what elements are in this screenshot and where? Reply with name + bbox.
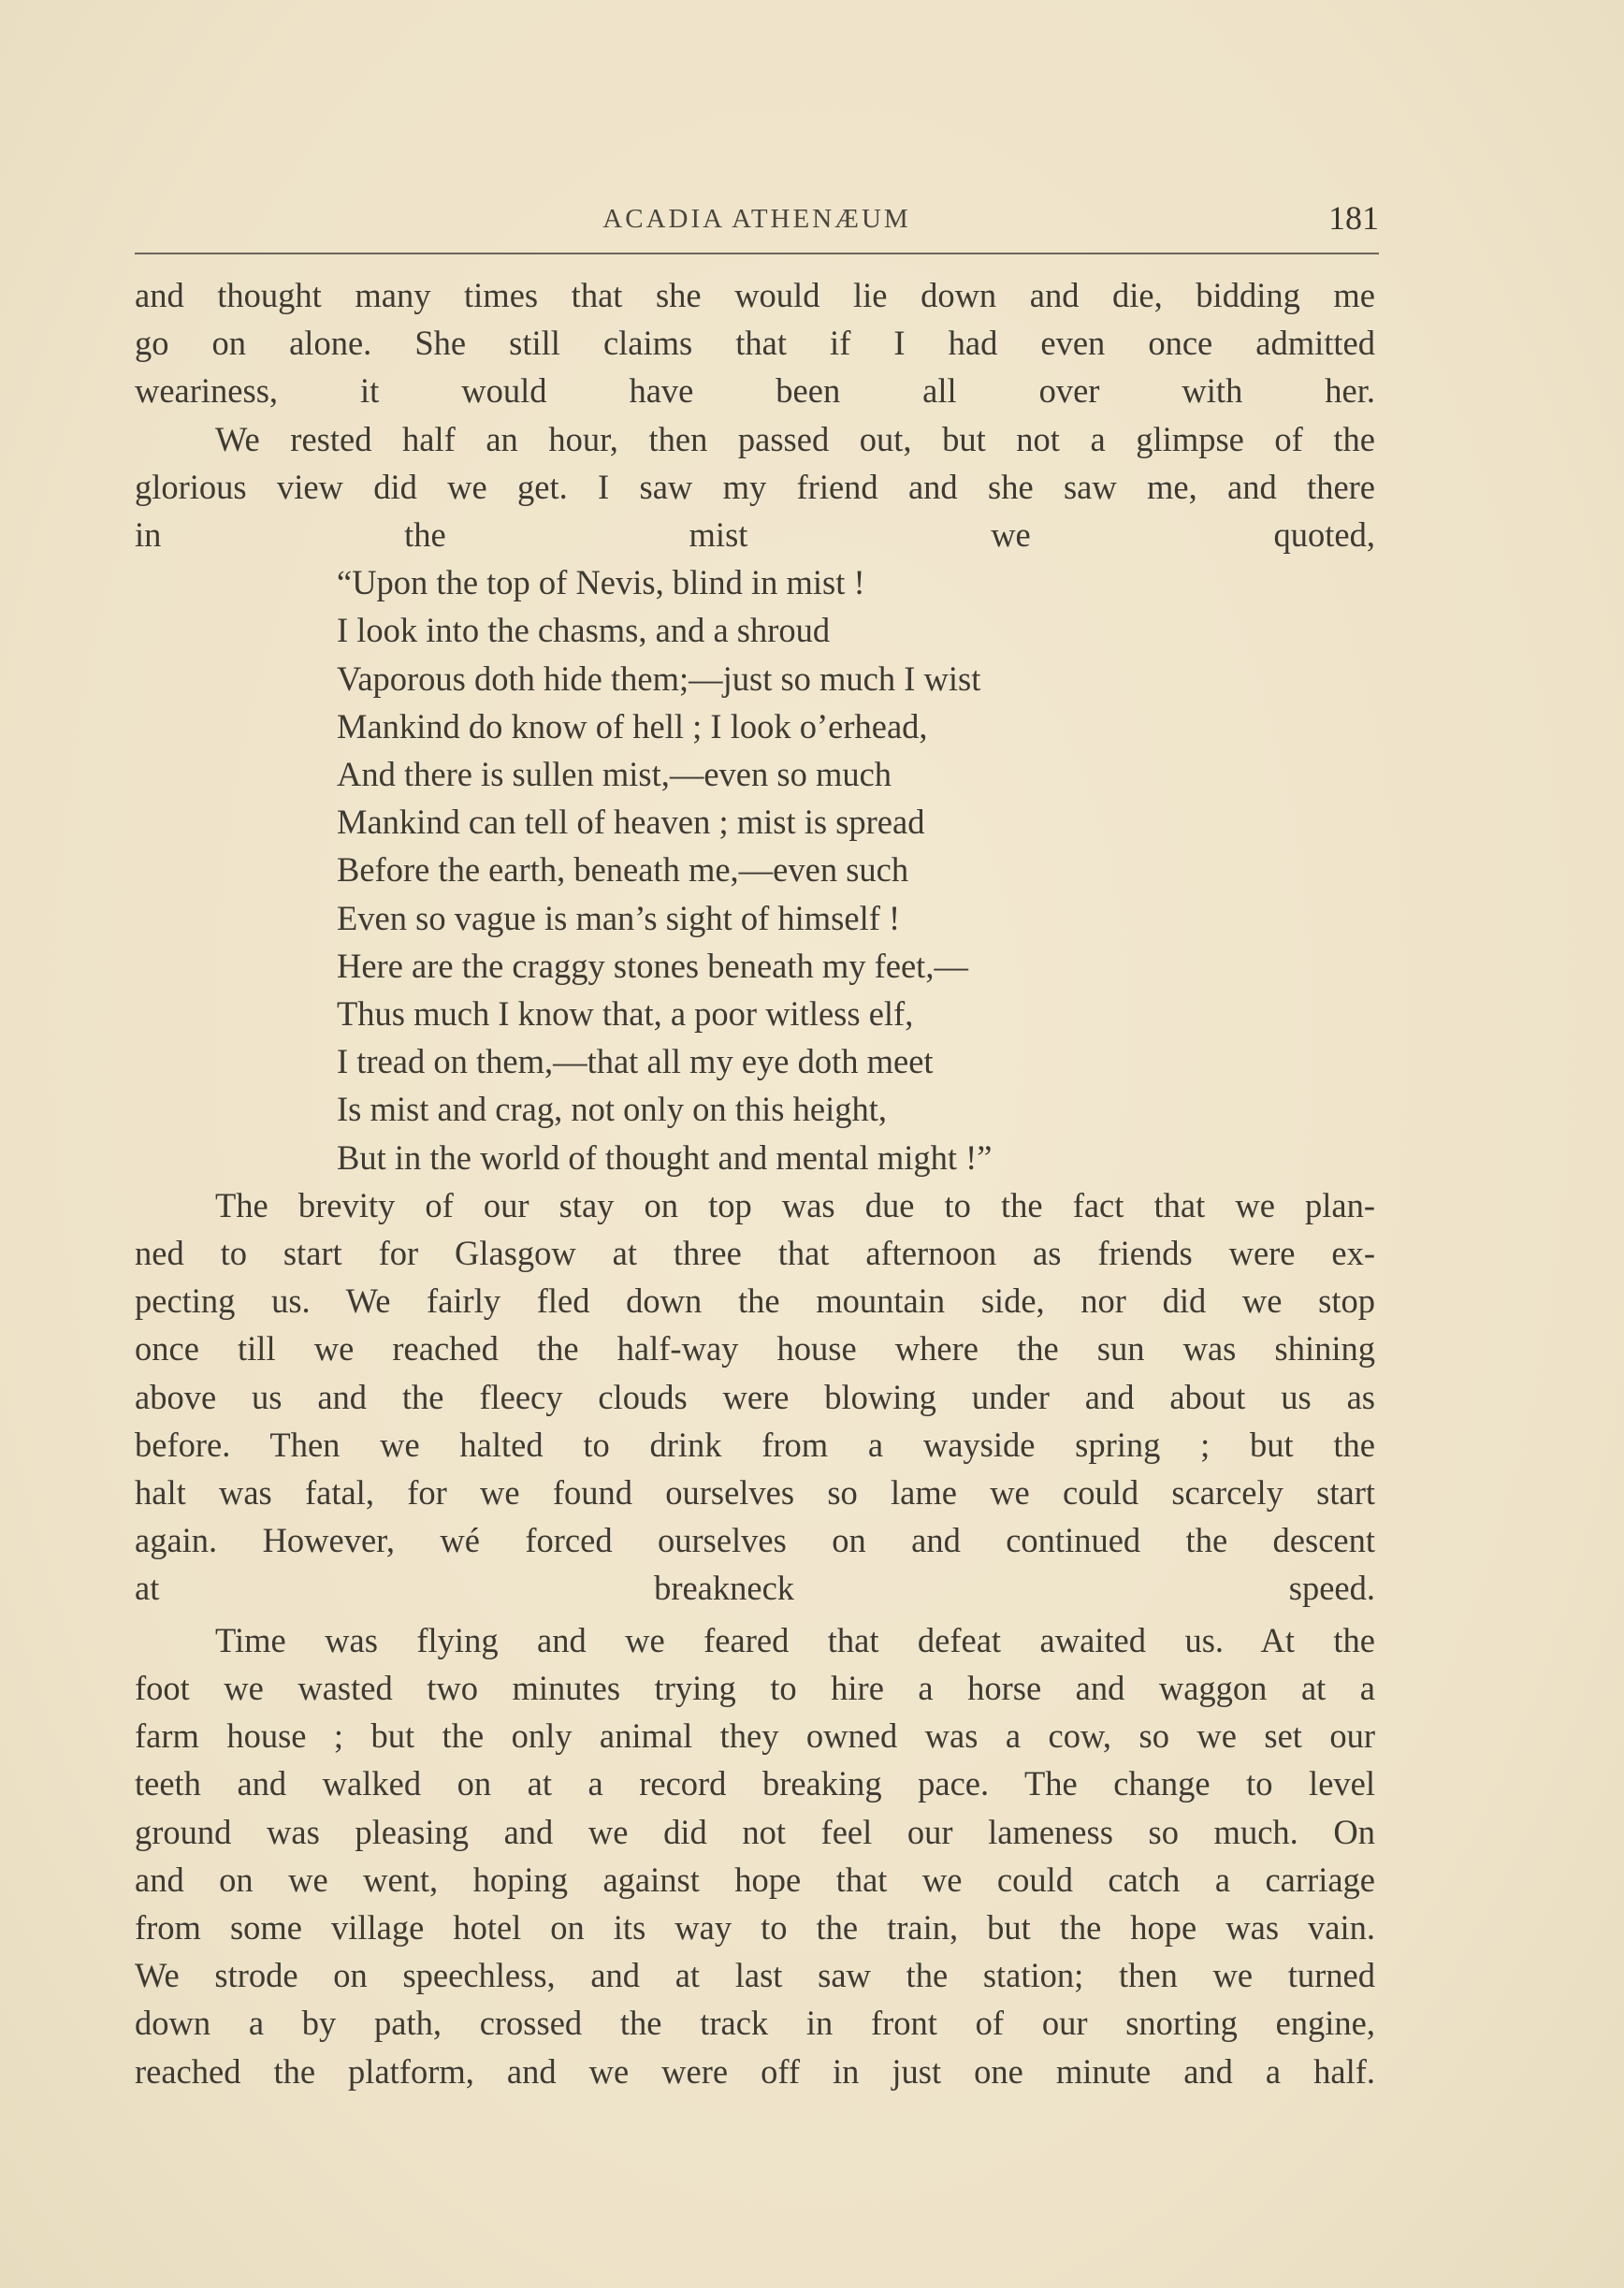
text-line: go on alone. She still claims that if I had even once admitted xyxy=(135,324,1375,363)
text-line: farm house ; but the only animal they owned was a cow, so we set our xyxy=(135,1716,1375,1756)
paragraph-1 xyxy=(135,271,1375,415)
text-line: Time was flying and we feared that defeat awaited us. At the xyxy=(215,1620,1375,1659)
text-line: The brevity of our stay on top was due to the fact that we plan- xyxy=(215,1185,1375,1224)
text-line: We rested half an hour, then passed out, but not a glimpse of the xyxy=(215,419,1375,458)
poem-line: Before the earth, beneath me,—even such xyxy=(337,850,909,890)
poem-line: Here are the craggy stones beneath my feet,— xyxy=(337,946,968,985)
text-line: foot we wasted two minutes trying to hire a horse and waggon at a xyxy=(135,1668,1375,1707)
text-line: above us and the fleecy clouds were blowing under and about us as xyxy=(135,1377,1375,1416)
page-number: 181 xyxy=(1328,199,1379,237)
poem-line: “Upon the top of Nevis, blind in mist ! xyxy=(337,563,865,602)
text-line: halt was fatal, for we found ourselves so lame we could scarcely start xyxy=(135,1473,1375,1513)
poem-line: Mankind can tell of heaven ; mist is spread xyxy=(337,803,925,842)
poem-line: Vaporous doth hide them;—just so much I wist xyxy=(337,659,981,698)
text-line: and on we went, hoping against hope that we could catch a carriage xyxy=(135,1860,1375,1899)
text-line: glorious view did we get. I saw my friend and she saw me, and there xyxy=(135,467,1375,506)
running-title: ACADIA ATHENÆUM xyxy=(602,204,911,234)
poem-line: I tread on them,—that all my eye doth meet xyxy=(337,1042,934,1081)
header-rule xyxy=(135,253,1379,254)
text-line: again. However, wé forced ourselves on and continued the descent xyxy=(135,1521,1375,1560)
poem-line: I look into the chasms, and a shroud xyxy=(337,611,831,650)
body-text xyxy=(135,271,1375,2095)
poem-line: But in the world of thought and mental might !” xyxy=(337,1137,993,1177)
poem-line: Even so vague is man’s sight of himself ! xyxy=(337,898,901,937)
page-header xyxy=(135,199,1379,241)
text-line: and thought many times that she would lie down and die, bidding me xyxy=(135,276,1375,314)
poem-line: Is mist and crag, not only on this height, xyxy=(337,1090,887,1129)
text-line: before. Then we halted to drink from a wayside spring ; but the xyxy=(135,1425,1375,1464)
text-line: reached the platform, and we were off in just one minute and a half. xyxy=(135,2051,1375,2091)
poem-line: And there is sullen mist,—even so much xyxy=(337,755,892,794)
text-line: ground was pleasing and we did not feel our lameness so much. On xyxy=(135,1812,1375,1851)
text-line: weariness, it would have been all over with her. xyxy=(135,371,1375,411)
text-line: pecting us. We fairly fled down the mountain side, nor did we stop xyxy=(135,1282,1375,1321)
text-line: in the mist we quoted, xyxy=(135,515,1375,555)
poem-quotation xyxy=(135,558,1375,1181)
poem-line: Mankind do know of hell ; I look o’erhead, xyxy=(337,706,928,746)
text-line: from some village hotel on its way to the train, but the hope was vain. xyxy=(135,1907,1375,1947)
paragraph-2 xyxy=(135,415,1375,559)
text-line: down a by path, crossed the track in front of our snorting engine, xyxy=(135,2004,1375,2043)
paragraph-4 xyxy=(135,1616,1375,2095)
text-line: at breakneck speed. xyxy=(135,1569,1375,1608)
paragraph-3 xyxy=(135,1181,1375,1613)
text-line: We strode on speechless, and at last saw the station; then we turned xyxy=(135,1956,1375,1995)
poem-line: Thus much I know that, a poor witless elf, xyxy=(337,994,914,1034)
text-line: ned to start for Glasgow at three that afternoon as friends were ex- xyxy=(135,1234,1375,1273)
text-line: once till we reached the half-way house where the sun was shining xyxy=(135,1329,1375,1368)
text-line: teeth and walked on at a record breaking pace. The change to level xyxy=(135,1764,1375,1803)
